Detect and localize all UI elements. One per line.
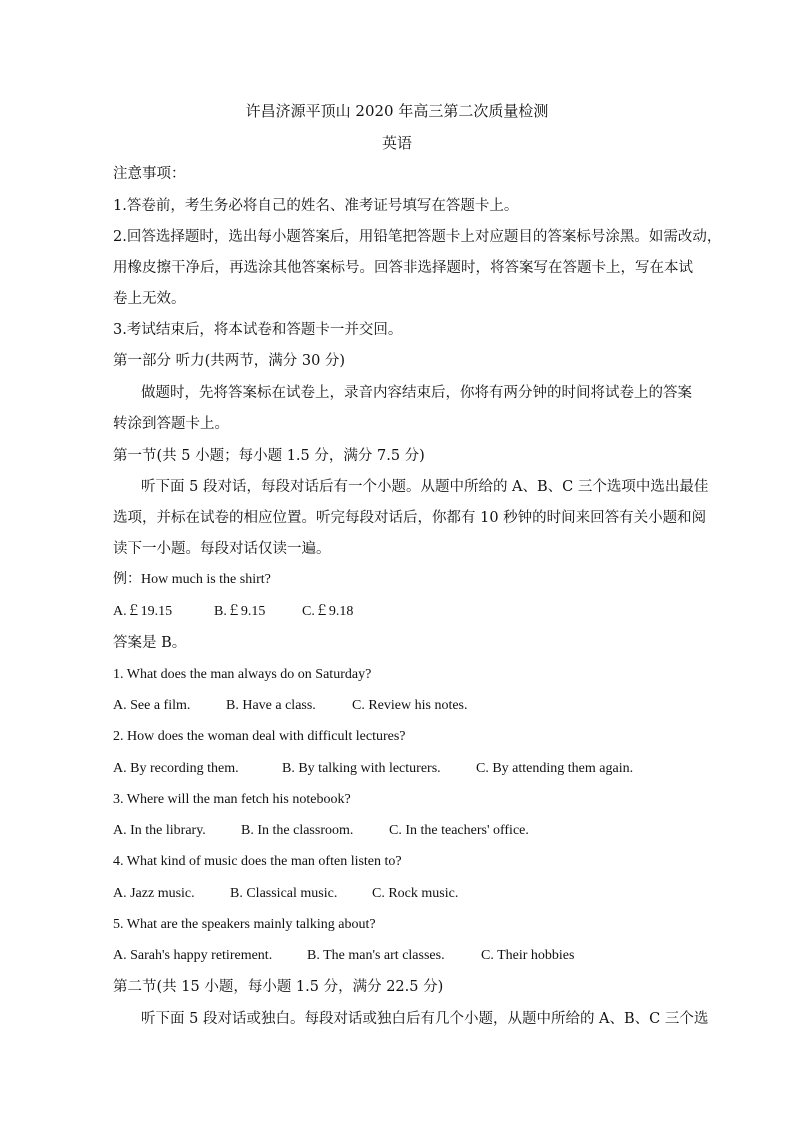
q5-option-c: C. Their hobbies (481, 948, 575, 963)
example-question: 例：How much is the shirt? (113, 572, 271, 587)
notice-heading: 注意事项： (113, 166, 186, 182)
notice-item: 用橡皮擦干净后，再选涂其他答案标号。回答非选择题时，将答案写在答题卡上，写在本试 (113, 260, 693, 276)
part1-intro: 转涂到答题卡上。 (113, 416, 229, 432)
q1-option-a: A. See a film. (113, 698, 191, 713)
q4-option-b: B. Classical music. (230, 886, 338, 901)
q3-option-b: B. In the classroom. (241, 823, 354, 838)
section1-intro: 选项，并标在试卷的相应位置。听完每段对话后，你都有 10 秒钟的时间来回答有关小题和阅 (113, 510, 707, 526)
section1-intro: 听下面 5 段对话，每段对话后有一个小题。从题中所给的 A、B、C 三个选项中选出最佳 (141, 479, 709, 495)
q1-option-b: B. Have a class. (226, 698, 316, 713)
part1-intro: 做题时，先将答案标在试卷上，录音内容结束后，你将有两分钟的时间将试卷上的答案 (141, 385, 692, 401)
q5-option-a: A. Sarah's happy retirement. (113, 948, 273, 963)
q5-option-b: B. The man's art classes. (307, 948, 445, 963)
notice-item: 卷上无效。 (113, 291, 186, 307)
subject-title: 英语 (381, 134, 412, 152)
section1-intro: 读下一小题。每段对话仅读一遍。 (113, 541, 331, 557)
notice-item: 1.答卷前，考生务必将自己的姓名、准考证号填写在答题卡上。 (113, 198, 519, 214)
q3-option-a: A. In the library. (113, 823, 206, 838)
q4-option-c: C. Rock music. (372, 886, 459, 901)
q2-option-c: C. By attending them again. (476, 761, 634, 776)
q4-option-a: A. Jazz music. (113, 886, 195, 901)
q2-option-a: A. By recording them. (113, 761, 239, 776)
example-option-c: C.￡9.18 (302, 604, 354, 619)
example-answer: 答案是 B。 (113, 635, 187, 651)
q2-option-b: B. By talking with lecturers. (282, 761, 441, 776)
question-1: 1. What does the man always do on Saturday? (113, 667, 372, 682)
q3-option-c: C. In the teachers' office. (389, 823, 529, 838)
exam-title: 许昌济源平顶山 2020 年高三第二次质量检测 (245, 102, 549, 120)
question-4: 4. What kind of music does the man often listen to? (113, 854, 402, 869)
example-option-b: B.￡9.15 (214, 604, 266, 619)
section2-intro: 听下面 5 段对话或独白。每段对话或独白后有几个小题，从题中所给的 A、B、C 三个选 (141, 1011, 709, 1027)
question-2: 2. How does the woman deal with difficult lectures? (113, 729, 406, 744)
section1-heading: 第一节(共 5 小题；每小题 1.5 分，满分 7.5 分) (113, 448, 425, 464)
section2-heading: 第二节(共 15 小题，每小题 1.5 分，满分 22.5 分) (113, 979, 444, 995)
question-3: 3. Where will the man fetch his notebook? (113, 792, 351, 807)
notice-item: 3.考试结束后，将本试卷和答题卡一并交回。 (113, 322, 403, 338)
q1-option-c: C. Review his notes. (352, 698, 468, 713)
notice-item: 2.回答选择题时，选出每小题答案后，用铅笔把答题卡上对应题目的答案标号涂黑。如需改动， (113, 229, 722, 245)
question-5: 5. What are the speakers mainly talking about? (113, 917, 376, 932)
part1-heading: 第一部分 听力(共两节，满分 30 分) (113, 353, 346, 369)
example-option-a: A.￡19.15 (113, 604, 173, 619)
